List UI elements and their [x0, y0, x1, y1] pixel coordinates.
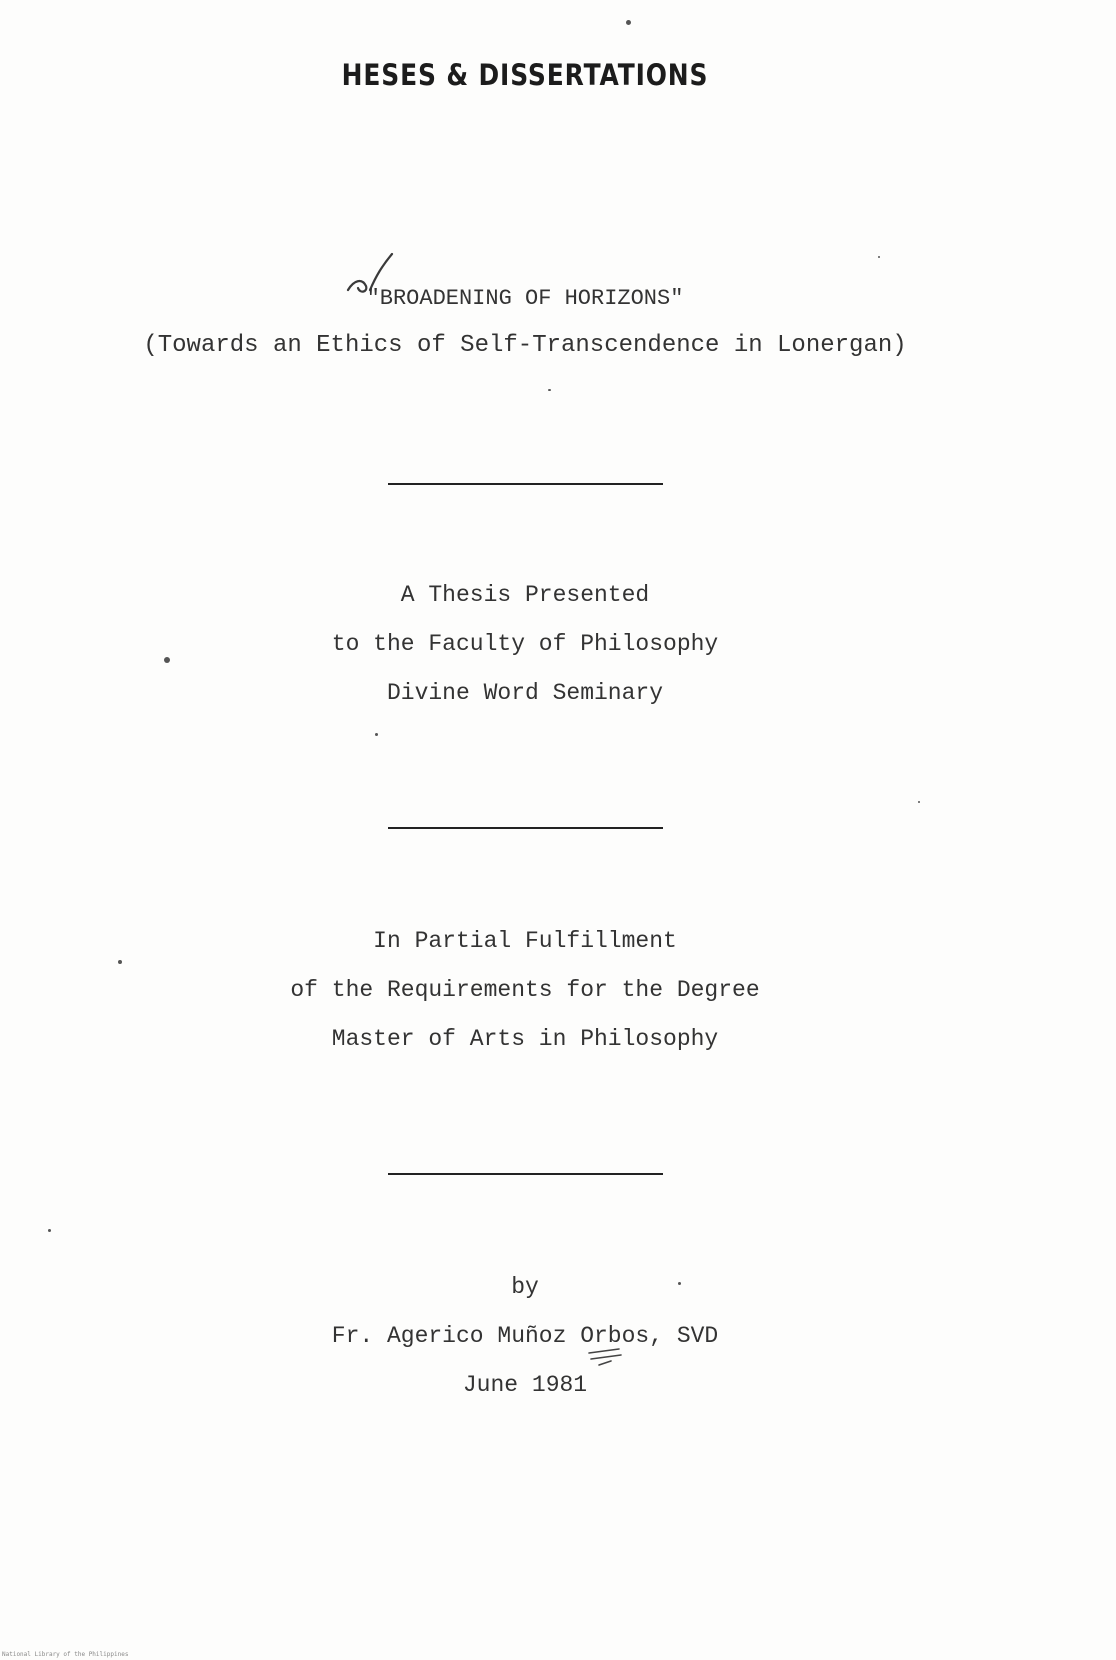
divider-rule	[388, 827, 663, 829]
author-by: by	[511, 1274, 539, 1300]
presentation-line: Divine Word Seminary	[386, 680, 664, 706]
scan-speck	[678, 1282, 681, 1285]
scan-speck	[164, 657, 170, 663]
scan-speck	[118, 960, 122, 964]
scan-speck	[918, 801, 920, 803]
collection-stamp: HESES & DISSERTATIONS	[341, 58, 709, 92]
handwritten-underline	[585, 1347, 625, 1367]
author-name: Fr. Agerico Muñoz Orbos, SVD	[331, 1323, 719, 1349]
fulfillment-line: of the Requirements for the Degree	[290, 977, 760, 1003]
scan-speck	[626, 20, 631, 25]
scan-speck	[548, 389, 551, 391]
scan-speck	[48, 1229, 51, 1232]
presentation-line: A Thesis Presented	[400, 582, 650, 608]
scan-speck	[375, 733, 378, 736]
divider-rule	[388, 483, 663, 485]
thesis-date: June 1981	[462, 1372, 588, 1398]
thesis-subtitle: (Towards an Ethics of Self-Transcendence in Lonergan)	[143, 332, 907, 359]
scan-speck	[878, 256, 880, 258]
presentation-line: to the Faculty of Philosophy	[331, 631, 719, 657]
thesis-title: "BROADENING OF HORIZONS"	[366, 286, 684, 311]
fulfillment-line: Master of Arts in Philosophy	[331, 1026, 719, 1052]
divider-rule	[388, 1173, 663, 1175]
fulfillment-line: In Partial Fulfillment	[373, 928, 677, 954]
scan-footer: National Library of the Philippines	[2, 1651, 129, 1658]
